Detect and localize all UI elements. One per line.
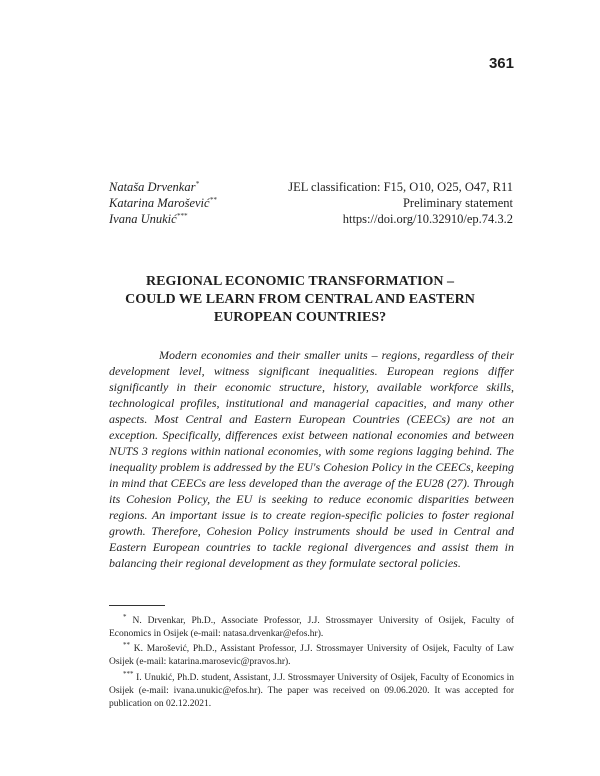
footnote-2: ** K. Marošević, Ph.D., Assistant Professor, J.J. Strossmayer University of Osijek, Faculty of Law Osijek (e-mail: katarina.marosevic@pravos.hr). (109, 640, 515, 667)
article-title (100, 273, 500, 327)
author-1: Nataša Drvenkar* (109, 179, 199, 194)
article-meta (288, 179, 513, 227)
title-line-2: COULD WE LEARN FROM CENTRAL AND EASTERN (125, 292, 475, 307)
author-list (109, 179, 217, 227)
footnote-3: *** I. Unukić, Ph.D. student, Assistant, J.J. Strossmayer University of Osijek, Faculty of Economics in Osijek (e-mail: ivana.unukic@efos.hr). The paper was received on 09.06.2020. It was accepted for publication on 02.12.2021. (109, 669, 515, 709)
author-3: Ivana Unukić*** (109, 211, 188, 226)
jel-classification: JEL classification: F15, O10, O25, O47, R11 (288, 180, 513, 194)
footnote-divider (109, 605, 165, 606)
title-line-1: REGIONAL ECONOMIC TRANSFORMATION – (146, 274, 454, 289)
title-line-3: EUROPEAN COUNTRIES? (213, 310, 387, 325)
page-number: 361 (488, 55, 514, 72)
abstract: Modern economies and their smaller units – regions, regardless of their development level, witness significant inequalities. European regions differ significantly in their economic structure, history, available workforce skills, technological profiles, institutional and managerial capacities, and many other aspects. Most Central and Eastern European Countries (CEECs) are not an exception. Specifically, differences exist between national economies and between NUTS 3 regions within national economies, with some regions lagging behind. The inequality problem is addressed by the EU's Cohesion Policy in the CEECs, keeping in mind that CEECs are less developed than the average of the EU28 (27). Through its Cohesion Policy, the EU is seeking to reduce economic disparities between regions. An important issue is to create region-specific policies to foster regional growth. Therefore, Cohesion Policy instruments should be used in Central and Eastern European countries to tackle regional divergences and assist them in balancing their regional development as they formulate sectoral policies. (109, 348, 514, 570)
doi-link[interactable]: https://doi.org/10.32910/ep.74.3.2 (342, 212, 513, 226)
article-type: Preliminary statement (402, 196, 513, 210)
author-2: Katarina Marošević** (109, 195, 217, 210)
footnote-1: * N. Drvenkar, Ph.D., Associate Professor, J.J. Strossmayer University of Osijek, Faculty of Economics in Osijek (e-mail: natasa.drvenkar@efos.hr). (109, 612, 514, 639)
